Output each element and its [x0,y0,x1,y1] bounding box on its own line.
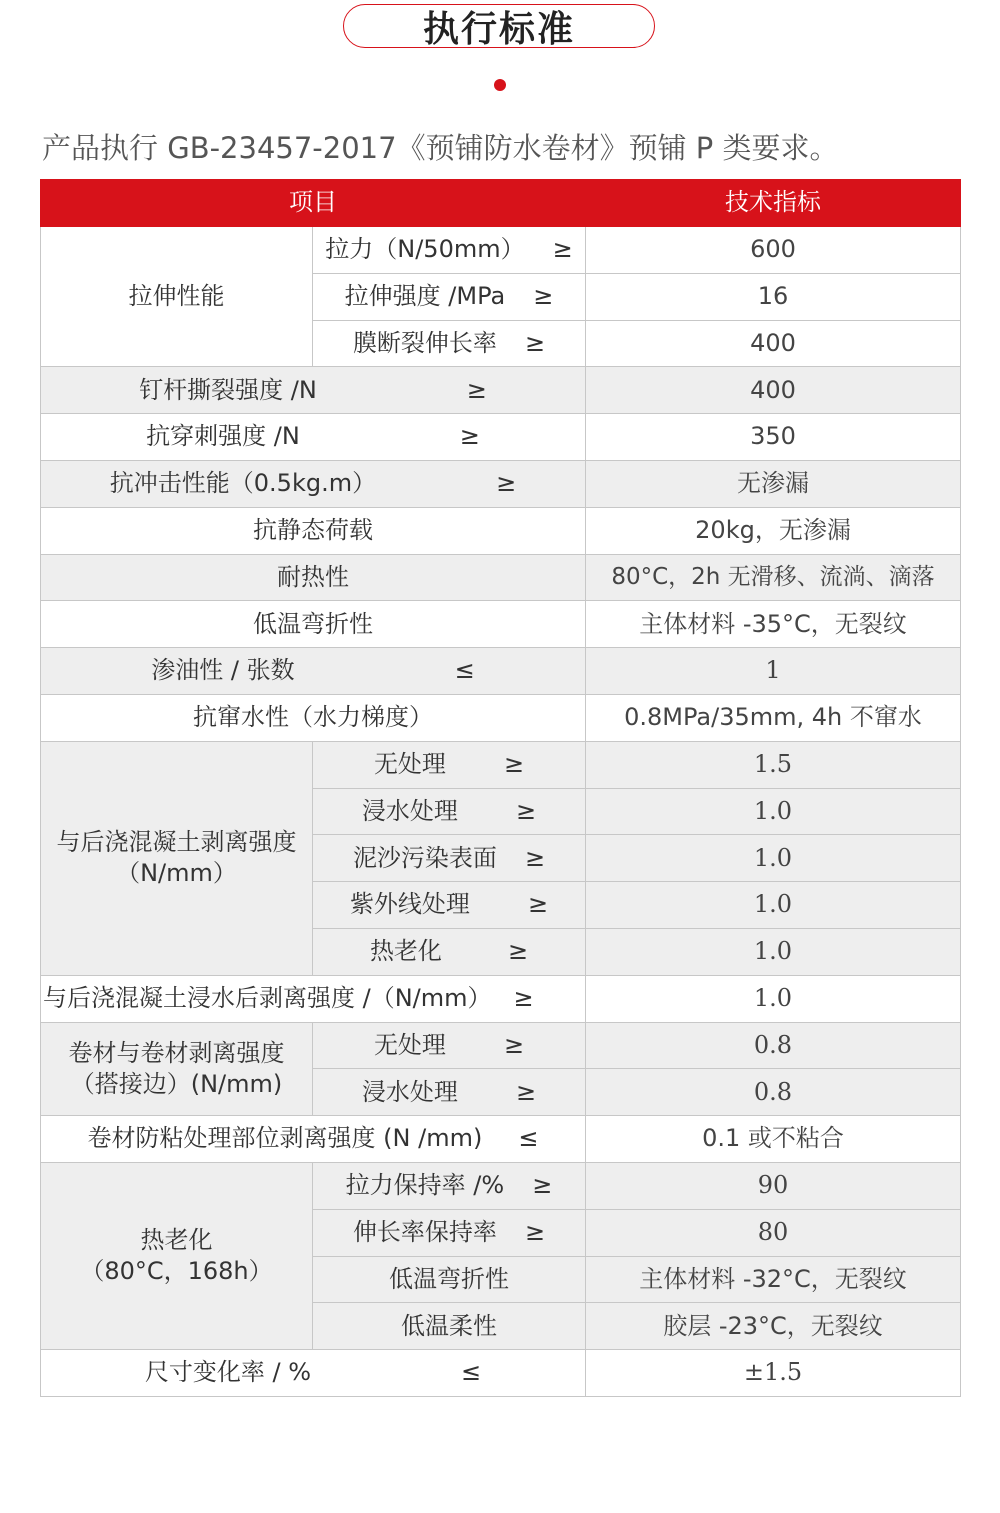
item-cell: 浸水处理 ≥ [313,1069,586,1116]
item-cell: 抗静态荷载 [41,507,586,554]
item-cell: 低温柔性 [313,1303,586,1350]
item-cell: 拉力保持率 /% ≥ [313,1162,586,1209]
table-row [41,460,961,507]
value-cell: 胶层 -23°C，无裂纹 [586,1303,961,1350]
item-cell: 耐热性 [41,554,586,601]
item-cell: 低温弯折性 [41,601,586,648]
header-spec: 技术指标 [586,180,961,227]
value-cell: 0.8MPa/35mm, 4h 不窜水 [586,694,961,741]
item-cell: 抗冲击性能（0.5kg.m） ≥ [41,460,586,507]
item-cell: 抗穿刺强度 /N ≥ [41,414,586,461]
value-cell: 80°C，2h 无滑移、流淌、滴落 [586,554,961,601]
intro-text: 产品执行 GB-23457-2017《预铺防水卷材》预铺 P 类要求。 [42,131,839,165]
item-cell: 与后浇混凝土浸水后剥离强度 /（N/mm） ≥ [41,975,586,1022]
value-cell: 0.1 或不粘合 [586,1116,961,1163]
header-item: 项目 [41,180,586,227]
item-cell: 热老化 ≥ [313,928,586,975]
table-row [41,414,961,461]
item-cell: 浸水处理 ≥ [313,788,586,835]
table-header-row [41,180,961,227]
value-cell: 主体材料 -35°C，无裂纹 [586,601,961,648]
item-cell: 低温弯折性 [313,1256,586,1303]
value-cell: 600 [586,227,961,274]
value-cell: 20kg，无渗漏 [586,507,961,554]
spec-table [40,179,961,1397]
table-row [41,1022,961,1069]
item-cell: 抗窜水性（水力梯度） [41,694,586,741]
value-cell: 0.8 [586,1069,961,1116]
item-cell: 无处理 ≥ [313,1022,586,1069]
table-row [41,227,961,274]
value-cell: 1.0 [586,928,961,975]
value-cell: 1.0 [586,975,961,1022]
item-cell: 尺寸变化率 / % ≤ [41,1350,586,1397]
table-row [41,367,961,414]
value-cell: 无渗漏 [586,460,961,507]
value-cell: 90 [586,1162,961,1209]
table-row [41,694,961,741]
group-label-concrete-peel: 与后浇混凝土剥离强度 （N/mm） [41,741,313,975]
value-cell: 1.0 [586,835,961,882]
group-label-sheet-peel: 卷材与卷材剥离强度 （搭接边）(N/mm) [41,1022,313,1116]
item-cell: 紫外线处理 ≥ [313,882,586,929]
value-cell: 350 [586,414,961,461]
table-row [41,601,961,648]
item-cell: 卷材防粘处理部位剥离强度 (N /mm) ≤ [41,1116,586,1163]
value-cell: 1.0 [586,788,961,835]
table-row [41,975,961,1022]
item-cell: 渗油性 / 张数 ≤ [41,648,586,695]
table-row [41,507,961,554]
value-cell: ±1.5 [586,1350,961,1397]
group-label-tensile: 拉伸性能 [41,227,313,367]
table-row [41,1116,961,1163]
item-cell: 无处理 ≥ [313,741,586,788]
section-title: 执行标准 [343,4,655,48]
value-cell: 80 [586,1209,961,1256]
group-label-heat-aging: 热老化 （80°C，168h） [41,1162,313,1349]
table-row [41,1350,961,1397]
value-cell: 0.8 [586,1022,961,1069]
item-cell: 拉伸强度 /MPa ≥ [313,273,586,320]
item-cell: 泥沙污染表面 ≥ [313,835,586,882]
table-row [41,648,961,695]
table-row [41,554,961,601]
table-row [41,1162,961,1209]
value-cell: 1 [586,648,961,695]
value-cell: 1.0 [586,882,961,929]
table-row [41,741,961,788]
item-cell: 拉力（N/50mm） ≥ [313,227,586,274]
value-cell: 主体材料 -32°C，无裂纹 [586,1256,961,1303]
item-cell: 膜断裂伸长率 ≥ [313,320,586,367]
value-cell: 16 [586,273,961,320]
item-cell: 伸长率保持率 ≥ [313,1209,586,1256]
value-cell: 1.5 [586,741,961,788]
value-cell: 400 [586,320,961,367]
item-cell: 钉杆撕裂强度 /N ≥ [41,367,586,414]
decorative-dot [494,79,506,91]
value-cell: 400 [586,367,961,414]
